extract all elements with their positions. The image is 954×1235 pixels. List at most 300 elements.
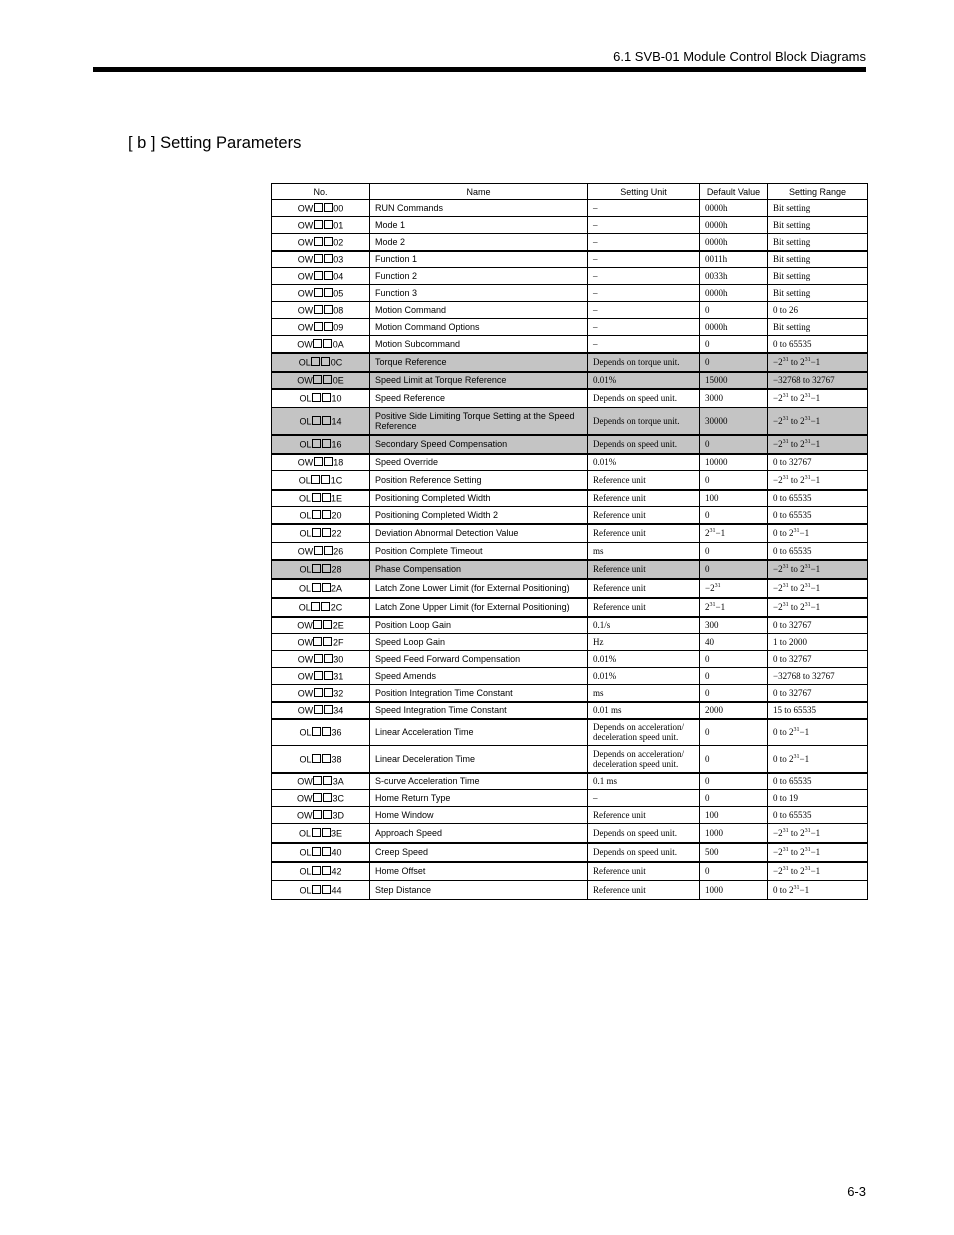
register-number (272, 685, 370, 702)
default-value: 0000h (700, 319, 768, 336)
setting-range: 0 to 32767 (768, 651, 868, 668)
placeholder-box-icon (314, 220, 323, 229)
register-number (272, 807, 370, 824)
table-row (272, 881, 868, 900)
placeholder-box-icon (313, 375, 322, 384)
setting-range: −32768 to 32767 (768, 372, 868, 389)
register-number (272, 773, 370, 790)
setting-unit: 0.01% (588, 372, 700, 389)
register-suffix: 01 (333, 220, 344, 231)
placeholder-box-icon (314, 203, 323, 212)
setting-range: 0 to 65535 (768, 507, 868, 524)
setting-range: 0 to 65535 (768, 773, 868, 790)
setting-unit: Reference unit (588, 524, 700, 543)
running-header: 6.1 SVB-01 Module Control Block Diagrams (613, 49, 866, 64)
register-number (272, 598, 370, 617)
section-title: [ b ] Setting Parameters (128, 134, 302, 152)
register-suffix: 36 (331, 727, 342, 738)
register-suffix: 3A (332, 776, 344, 787)
default-value: 0 (700, 685, 768, 702)
setting-range: $-2^{31}$ to $2^{31}-1$ (768, 408, 868, 435)
register-number (272, 634, 370, 651)
register-number (272, 862, 370, 881)
default-value: 0 (700, 471, 768, 490)
parameter-name: S-curve Acceleration Time (370, 773, 588, 790)
register-prefix: OW (297, 654, 314, 665)
register-suffix: 16 (331, 439, 342, 450)
setting-range: Bit setting (768, 319, 868, 336)
placeholder-box-icon (312, 416, 321, 425)
register-suffix: 34 (333, 705, 344, 716)
column-header-name: Name (370, 184, 588, 200)
placeholder-box-icon (311, 602, 320, 611)
register-suffix: 2C (330, 602, 343, 613)
register-number (272, 651, 370, 668)
placeholder-box-icon (324, 220, 333, 229)
setting-range: −32768 to 32767 (768, 668, 868, 685)
placeholder-box-icon (322, 754, 331, 763)
register-prefix: OW (297, 254, 314, 265)
register-number (272, 617, 370, 634)
table-row (272, 862, 868, 881)
register-prefix: OW (297, 305, 314, 316)
register-prefix: OW (297, 688, 314, 698)
setting-range: 0 to $2^{31}-1$ (768, 524, 868, 543)
setting-unit: Depends on speed unit. (588, 824, 700, 843)
placeholder-box-icon (323, 810, 332, 819)
setting-range: 0 to 65535 (768, 336, 868, 353)
register-suffix: 40 (331, 847, 342, 858)
setting-unit: – (588, 200, 700, 217)
default-value: $2^{31}-1$ (700, 598, 768, 617)
placeholder-box-icon (324, 688, 333, 697)
parameter-name: Motion Command (370, 302, 588, 319)
register-number (272, 719, 370, 746)
setting-range: $-2^{31}$ to $2^{31}-1$ (768, 843, 868, 862)
table-row (272, 507, 868, 524)
default-value: 0 (700, 507, 768, 524)
parameter-name: Mode 2 (370, 234, 588, 251)
register-prefix: OL (299, 727, 312, 738)
register-prefix: OL (299, 564, 312, 575)
placeholder-box-icon (324, 254, 333, 263)
parameter-name: Function 1 (370, 251, 588, 268)
default-value: 0000h (700, 217, 768, 234)
placeholder-box-icon (324, 705, 333, 714)
setting-unit: Reference unit (588, 560, 700, 579)
placeholder-box-icon (314, 288, 323, 297)
placeholder-box-icon (312, 564, 321, 573)
register-suffix: 08 (333, 305, 344, 316)
placeholder-box-icon (323, 375, 332, 384)
table-row (272, 651, 868, 668)
default-value: 2000 (700, 702, 768, 719)
setting-unit: 0.1 ms (588, 773, 700, 790)
table-row (272, 319, 868, 336)
setting-unit: – (588, 217, 700, 234)
register-number (272, 435, 370, 454)
default-value: 300 (700, 617, 768, 634)
setting-unit: 0.01% (588, 668, 700, 685)
register-prefix: OW (296, 793, 313, 804)
table-header-row (272, 184, 868, 200)
setting-unit: – (588, 285, 700, 302)
register-suffix: 30 (333, 654, 344, 665)
setting-unit: ms (588, 543, 700, 560)
setting-unit: 0.01 ms (588, 702, 700, 719)
parameter-name: Position Loop Gain (370, 617, 588, 634)
table-row (272, 268, 868, 285)
register-suffix: 26 (333, 546, 344, 556)
register-suffix: 0E (332, 375, 344, 386)
table-row (272, 668, 868, 685)
table-row (272, 746, 868, 773)
register-prefix: OW (296, 810, 313, 821)
placeholder-box-icon (324, 203, 333, 212)
setting-unit: Reference unit (588, 807, 700, 824)
placeholder-box-icon (323, 793, 332, 802)
placeholder-box-icon (322, 439, 331, 448)
default-value: $-2^{31}$ (700, 579, 768, 598)
parameter-name: Speed Integration Time Constant (370, 702, 588, 719)
table-row (272, 200, 868, 217)
register-number (272, 524, 370, 543)
table-row (272, 285, 868, 302)
parameter-name: Home Offset (370, 862, 588, 881)
register-prefix: OW (297, 620, 313, 631)
register-number (272, 543, 370, 560)
register-suffix: 10 (331, 393, 342, 404)
setting-range: 0 to 32767 (768, 685, 868, 702)
setting-unit: – (588, 319, 700, 336)
setting-range: $-2^{31}$ to $2^{31}-1$ (768, 389, 868, 408)
register-number (272, 285, 370, 302)
setting-unit: Depends on acceleration/ deceleration speed unit. (588, 719, 700, 746)
register-number (272, 490, 370, 507)
setting-unit: – (588, 302, 700, 319)
placeholder-box-icon (314, 671, 323, 680)
default-value: 40 (700, 634, 768, 651)
parameter-name: Position Integration Time Constant (370, 685, 588, 702)
register-prefix: OW (297, 705, 314, 716)
register-suffix: 1E (331, 493, 343, 504)
setting-range: $-2^{31}$ to $2^{31}-1$ (768, 824, 868, 843)
placeholder-box-icon (313, 793, 322, 802)
parameter-name: Function 3 (370, 285, 588, 302)
table-row (272, 773, 868, 790)
placeholder-box-icon (313, 620, 322, 629)
table-row (272, 685, 868, 702)
placeholder-box-icon (312, 754, 321, 763)
register-number (272, 302, 370, 319)
placeholder-box-icon (312, 828, 321, 837)
register-number (272, 234, 370, 251)
setting-unit: 0.01% (588, 651, 700, 668)
default-value: 0000h (700, 285, 768, 302)
table-row (272, 372, 868, 389)
register-prefix: OL (298, 828, 311, 838)
setting-range: $-2^{31}$ to $2^{31}-1$ (768, 435, 868, 454)
placeholder-box-icon (322, 493, 331, 502)
placeholder-box-icon (312, 727, 321, 736)
register-suffix: 00 (333, 203, 344, 214)
register-number (272, 824, 370, 843)
register-prefix: OL (298, 583, 311, 594)
parameter-name: Linear Acceleration Time (370, 719, 588, 746)
placeholder-box-icon (322, 393, 331, 402)
placeholder-box-icon (311, 357, 320, 366)
parameter-name: Linear Deceleration Time (370, 746, 588, 773)
setting-unit: ms (588, 685, 700, 702)
setting-range: Bit setting (768, 217, 868, 234)
parameter-name: Positioning Completed Width (370, 490, 588, 507)
table-row (272, 234, 868, 251)
parameter-name: Speed Limit at Torque Reference (370, 372, 588, 389)
register-number (272, 217, 370, 234)
setting-range: $-2^{31}$ to $2^{31}-1$ (768, 579, 868, 598)
table-row (272, 471, 868, 490)
register-suffix: 18 (333, 457, 344, 468)
default-value: 0 (700, 353, 768, 372)
table-row (272, 543, 868, 560)
setting-unit: Depends on acceleration/ deceleration speed unit. (588, 746, 700, 773)
placeholder-box-icon (322, 727, 331, 736)
placeholder-box-icon (312, 439, 321, 448)
placeholder-box-icon (312, 885, 321, 894)
placeholder-box-icon (314, 457, 323, 466)
setting-parameters-table (271, 183, 868, 900)
table-row (272, 389, 868, 408)
register-prefix: OL (298, 602, 311, 613)
register-number (272, 668, 370, 685)
placeholder-box-icon (324, 305, 333, 314)
setting-range: 1 to 2000 (768, 634, 868, 651)
register-prefix: OL (298, 357, 311, 368)
default-value: 10000 (700, 454, 768, 471)
placeholder-box-icon (322, 528, 331, 537)
default-value: 1000 (700, 881, 768, 900)
header-rule (93, 67, 866, 72)
parameter-name: Secondary Speed Compensation (370, 435, 588, 454)
register-suffix: 0C (330, 357, 343, 368)
placeholder-box-icon (312, 493, 321, 502)
placeholder-box-icon (314, 254, 323, 263)
placeholder-box-icon (311, 475, 320, 484)
register-number (272, 408, 370, 435)
parameter-name: Positioning Completed Width 2 (370, 507, 588, 524)
register-suffix: 2F (332, 637, 344, 648)
register-number (272, 471, 370, 490)
table-row (272, 598, 868, 617)
register-prefix: OL (299, 866, 312, 877)
table-row (272, 490, 868, 507)
setting-unit: Depends on speed unit. (588, 389, 700, 408)
placeholder-box-icon (314, 688, 323, 697)
placeholder-box-icon (324, 671, 333, 680)
register-prefix: OL (299, 416, 312, 426)
table-row (272, 807, 868, 824)
register-prefix: OL (298, 475, 311, 485)
parameter-name: Position Reference Setting (370, 471, 588, 490)
placeholder-box-icon (313, 637, 322, 646)
register-suffix: 38 (331, 754, 342, 764)
column-header-setting-unit: Setting Unit (588, 184, 700, 200)
register-number (272, 843, 370, 862)
placeholder-box-icon (324, 654, 333, 663)
register-number (272, 372, 370, 389)
register-suffix: 0A (332, 339, 344, 349)
default-value: 0000h (700, 234, 768, 251)
placeholder-box-icon (323, 620, 332, 629)
default-value: 0 (700, 302, 768, 319)
placeholder-box-icon (314, 305, 323, 314)
setting-unit: 0.1/s (588, 617, 700, 634)
register-prefix: OL (299, 510, 312, 520)
default-value: 15000 (700, 372, 768, 389)
register-prefix: OW (297, 671, 314, 682)
setting-unit: Reference unit (588, 598, 700, 617)
register-suffix: 3C (332, 793, 344, 804)
default-value: 0033h (700, 268, 768, 285)
register-number (272, 790, 370, 807)
setting-unit: – (588, 790, 700, 807)
parameter-name: Speed Override (370, 454, 588, 471)
table-row (272, 560, 868, 579)
table-row (272, 617, 868, 634)
setting-range: Bit setting (768, 200, 868, 217)
setting-range: Bit setting (768, 268, 868, 285)
table-row (272, 408, 868, 435)
table-row (272, 824, 868, 843)
register-prefix: OW (297, 637, 313, 648)
setting-range: 15 to 65535 (768, 702, 868, 719)
table-row (272, 336, 868, 353)
placeholder-box-icon (323, 776, 332, 785)
setting-range: 0 to 65535 (768, 490, 868, 507)
register-number (272, 200, 370, 217)
parameter-name: Speed Feed Forward Compensation (370, 651, 588, 668)
table-row (272, 524, 868, 543)
placeholder-box-icon (324, 457, 333, 466)
parameter-name: Function 2 (370, 268, 588, 285)
default-value: 0 (700, 773, 768, 790)
default-value: 0 (700, 668, 768, 685)
register-prefix: OW (297, 271, 314, 282)
register-prefix: OL (298, 493, 311, 504)
register-number (272, 702, 370, 719)
register-prefix: OL (299, 439, 312, 450)
register-number (272, 560, 370, 579)
register-prefix: OW (297, 237, 314, 247)
register-suffix: 1C (330, 475, 343, 485)
register-prefix: OL (299, 754, 312, 764)
register-suffix: 28 (331, 564, 342, 575)
placeholder-box-icon (322, 866, 331, 875)
setting-range: Bit setting (768, 251, 868, 268)
setting-unit: Depends on torque unit. (588, 353, 700, 372)
placeholder-box-icon (314, 322, 323, 331)
placeholder-box-icon (322, 583, 331, 592)
table-row (272, 217, 868, 234)
placeholder-box-icon (312, 510, 321, 519)
setting-unit: Hz (588, 634, 700, 651)
placeholder-box-icon (312, 583, 321, 592)
setting-unit: Depends on speed unit. (588, 843, 700, 862)
setting-range: 0 to $2^{31}-1$ (768, 881, 868, 900)
placeholder-box-icon (313, 339, 322, 348)
placeholder-box-icon (313, 810, 322, 819)
page-number: 6-3 (847, 1184, 866, 1199)
parameter-name: Motion Command Options (370, 319, 588, 336)
register-prefix: OL (299, 528, 312, 539)
register-number (272, 336, 370, 353)
default-value: 3000 (700, 389, 768, 408)
placeholder-box-icon (313, 776, 322, 785)
setting-unit: Depends on speed unit. (588, 435, 700, 454)
placeholder-box-icon (324, 546, 333, 555)
setting-range: 0 to 65535 (768, 543, 868, 560)
default-value: 100 (700, 807, 768, 824)
placeholder-box-icon (323, 637, 332, 646)
setting-unit: – (588, 336, 700, 353)
setting-unit: Depends on torque unit. (588, 408, 700, 435)
register-prefix: OW (297, 776, 313, 787)
parameter-name: Torque Reference (370, 353, 588, 372)
setting-range: $-2^{31}$ to $2^{31}-1$ (768, 862, 868, 881)
register-suffix: 32 (333, 688, 344, 698)
register-suffix: 05 (333, 288, 344, 299)
parameter-name: Speed Loop Gain (370, 634, 588, 651)
register-prefix: OW (297, 339, 313, 349)
setting-unit: – (588, 268, 700, 285)
setting-unit: Reference unit (588, 579, 700, 598)
placeholder-box-icon (321, 357, 330, 366)
register-number (272, 353, 370, 372)
setting-unit: Reference unit (588, 471, 700, 490)
default-value: 500 (700, 843, 768, 862)
placeholder-box-icon (324, 322, 333, 331)
table-body (272, 200, 868, 900)
parameter-name: Motion Subcommand (370, 336, 588, 353)
parameter-name: Step Distance (370, 881, 588, 900)
parameter-name: Approach Speed (370, 824, 588, 843)
parameter-name: Latch Zone Upper Limit (for External Positioning) (370, 598, 588, 617)
register-suffix: 2A (331, 583, 343, 594)
setting-range: $-2^{31}$ to $2^{31}-1$ (768, 598, 868, 617)
setting-unit: Reference unit (588, 881, 700, 900)
parameter-name: Speed Amends (370, 668, 588, 685)
register-suffix: 09 (333, 322, 344, 333)
setting-unit: 0.01% (588, 454, 700, 471)
register-prefix: OW (297, 375, 313, 386)
placeholder-box-icon (323, 339, 332, 348)
table-row (272, 790, 868, 807)
setting-range: Bit setting (768, 285, 868, 302)
register-suffix: 2E (332, 620, 344, 631)
setting-range: $-2^{31}$ to $2^{31}-1$ (768, 471, 868, 490)
placeholder-box-icon (321, 475, 330, 484)
placeholder-box-icon (314, 705, 323, 714)
default-value: 0 (700, 746, 768, 773)
default-value: 0000h (700, 200, 768, 217)
register-prefix: OW (297, 457, 314, 468)
setting-range: 0 to $2^{31}-1$ (768, 746, 868, 773)
register-suffix: 20 (331, 510, 342, 520)
default-value: 0 (700, 543, 768, 560)
parameter-name: Mode 1 (370, 217, 588, 234)
setting-unit: – (588, 234, 700, 251)
setting-unit: Reference unit (588, 490, 700, 507)
